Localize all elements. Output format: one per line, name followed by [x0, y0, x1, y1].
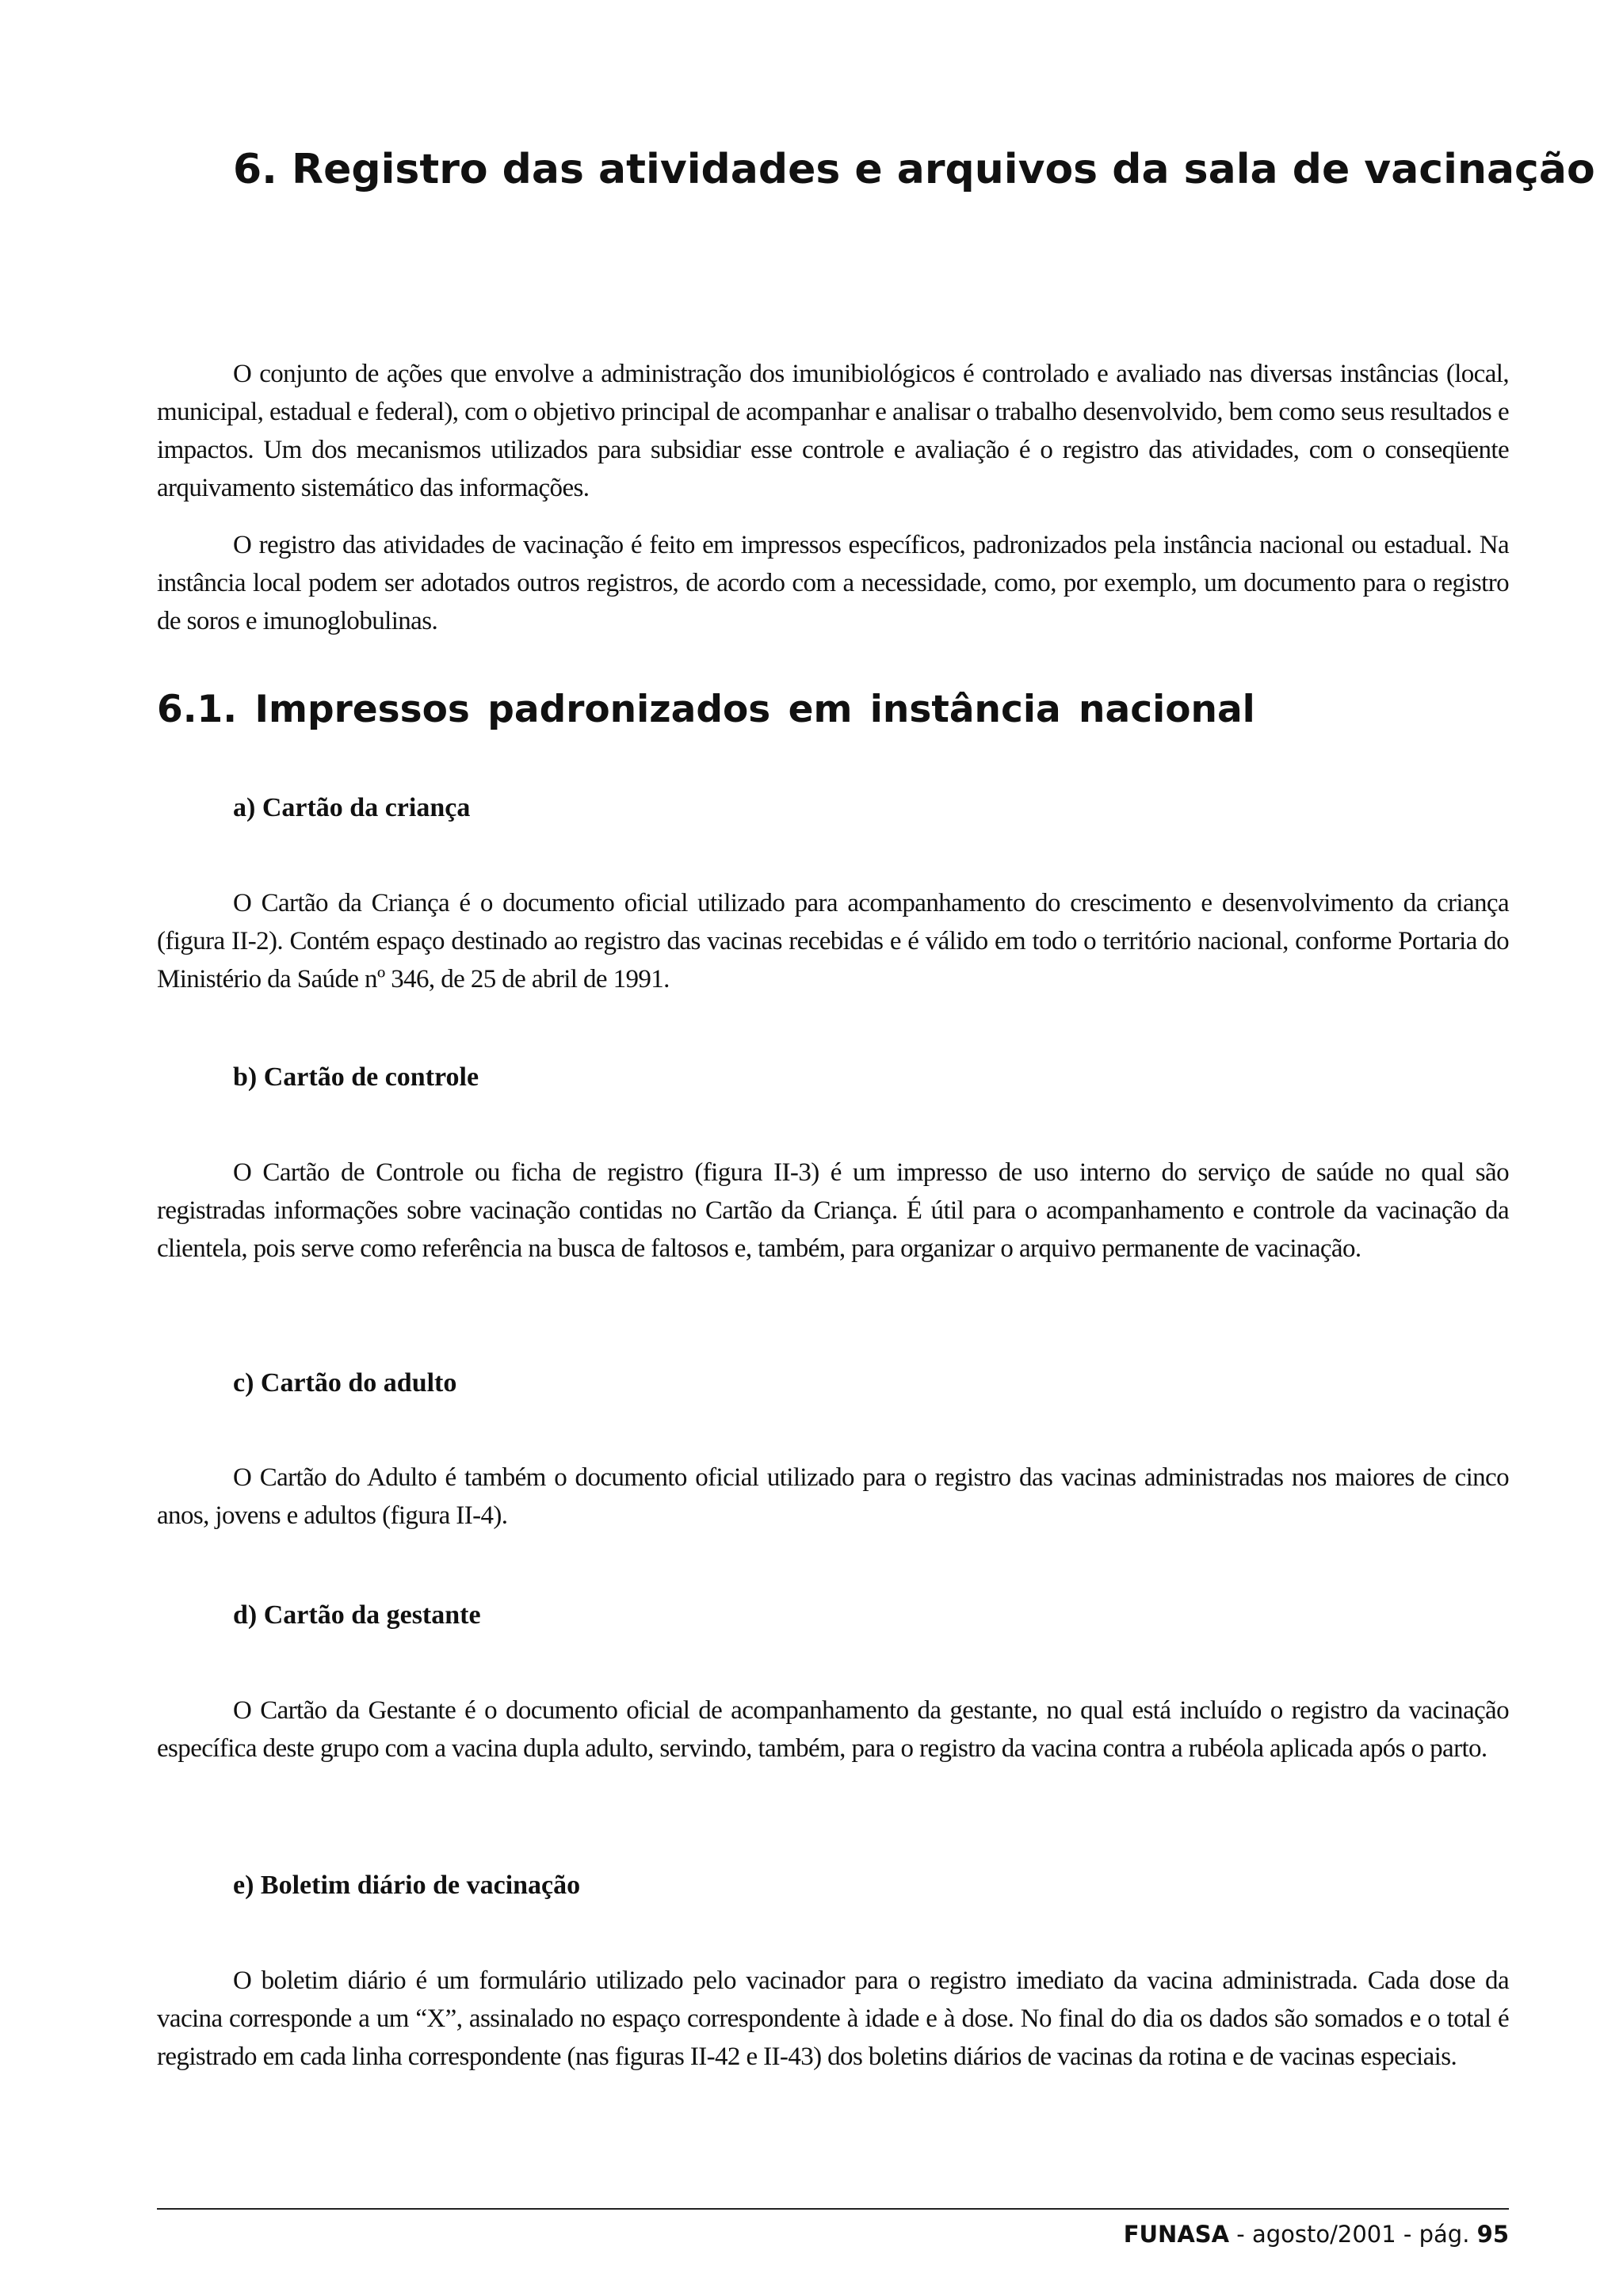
chapter-title: 6. Registro das atividades e arquivos da sala de vacinação: [233, 146, 1595, 193]
subheading-cartao-crianca: a) Cartão da criança: [233, 793, 471, 822]
section-title: 6.1. Impressos padronizados em instância nacional: [157, 688, 1255, 731]
paragraph-boletim-diario: O boletim diário é um formulário utilizado pelo vacinador para o registro imediato da vacina administrada. Cada dose da vacina corresponde a um “X”, assinalado no espaço correspondente à idade e à dose. No final do dia os dados são somados e o total é registrado em cada linha correspondente (nas figuras II-42 e II-43) dos boletins diários de vacinas da rotina e de vacinas especiais.: [157, 1966, 1509, 2071]
intro-paragraph-1: O conjunto de ações que envolve a administração dos imunibiológicos é controlado e avaliado nas diversas instâncias (local, municipal, estadual e federal), com o objetivo principal de acompanhar e analisar o trabalho desenvolvido, bem como seus resultados e impactos. Um dos mecanismos utilizados para subsidiar esse controle e avaliação é o registro das atividades, com o conseqüente arquivamento sistemático das informações.: [157, 360, 1509, 502]
footer-date: - agosto/2001 - pág.: [1229, 2221, 1477, 2248]
paragraph-cartao-adulto: O Cartão do Adulto é também o documento oficial utilizado para o registro das vacinas administradas nos maiores de cinco anos, jovens e adultos (figura II-4).: [157, 1463, 1509, 1530]
paragraph-cartao-controle: O Cartão de Controle ou ficha de registro (figura II-3) é um impresso de uso interno do serviço de saúde no qual são registradas informações sobre vacinação contidas no Cartão da Criança. É útil para o acompanhamento e controle da vacinação da clientela, pois serve como referência na busca de faltosos e, também, para organizar o arquivo permanente de vacinação.: [157, 1158, 1509, 1263]
page-footer: [1124, 2221, 1509, 2248]
intro-paragraph-2: O registro das atividades de vacinação é feito em impressos específicos, padronizados pela instância nacional ou estadual. Na instância local podem ser adotados outros registros, de acordo com a necessidade, como, por exemplo, um documento para o registro de soros e imunoglobulinas.: [157, 531, 1509, 635]
subheading-cartao-adulto: c) Cartão do adulto: [233, 1368, 457, 1398]
footer-page-number: 95: [1476, 2221, 1509, 2248]
subheading-boletim-diario: e) Boletim diário de vacinação: [233, 1871, 581, 1900]
subheading-cartao-controle: b) Cartão de controle: [233, 1062, 479, 1092]
footer-rule: [157, 2208, 1509, 2210]
paragraph-cartao-crianca: O Cartão da Criança é o documento oficial utilizado para acompanhamento do crescimento e desenvolvimento da criança (figura II-2). Contém espaço destinado ao registro das vacinas recebidas e é válido em todo o território nacional, conforme Portaria do Ministério da Saúde nº 346, de 25 de abril de 1991.: [157, 889, 1509, 994]
paragraph-cartao-gestante: O Cartão da Gestante é o documento oficial de acompanhamento da gestante, no qual está incluído o registro da vacinação específica deste grupo com a vacina dupla adulto, servindo, também, para o registro da vacina contra a rubéola aplicada após o parto.: [157, 1696, 1509, 1763]
footer-brand: FUNASA: [1123, 2221, 1230, 2248]
subheading-cartao-gestante: d) Cartão da gestante: [233, 1600, 481, 1630]
